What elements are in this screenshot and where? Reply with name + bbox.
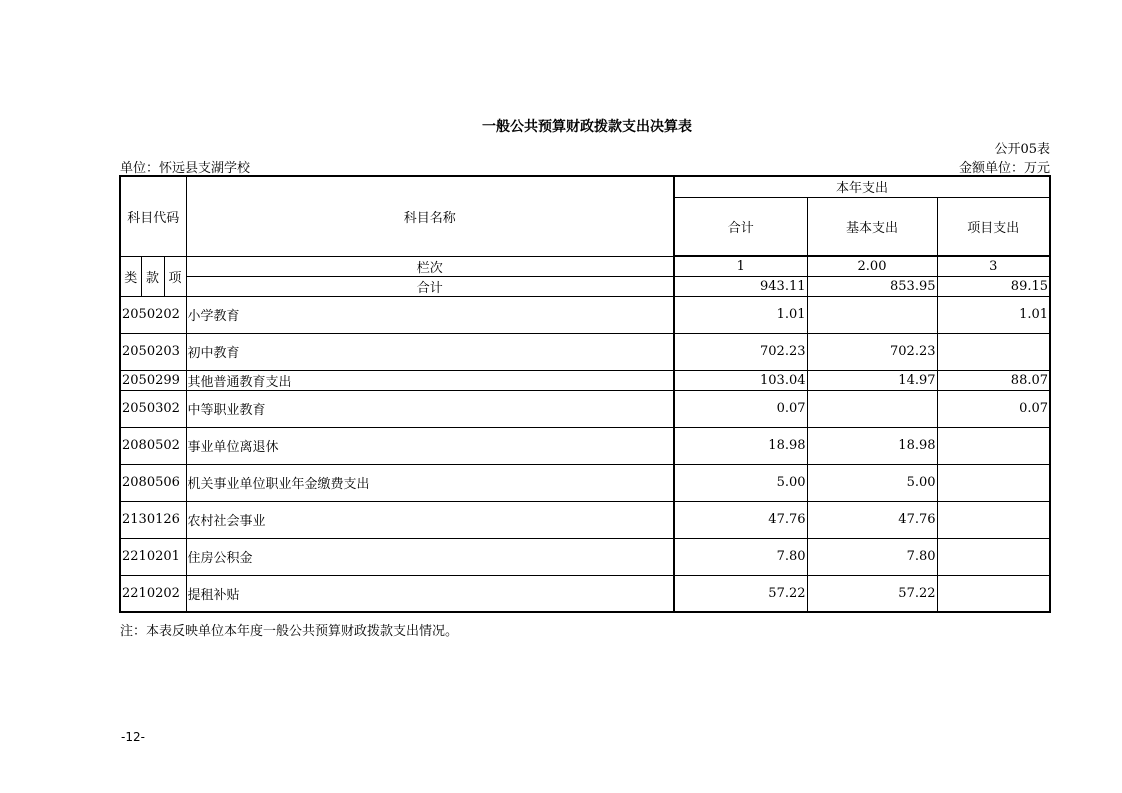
lanci-1: 1 [674,256,807,276]
row-project [937,575,1050,612]
sum-row [120,276,1050,296]
table-row [120,538,1050,575]
row-project: 1.01 [937,296,1050,333]
table-row [120,390,1050,427]
sum-label: 合计 [186,276,674,296]
row-code: 2050203 [120,333,186,370]
row-basic [807,390,937,427]
row-basic: 7.80 [807,538,937,575]
row-total: 0.07 [674,390,807,427]
total-col-header: 合计 [674,197,807,255]
amount-unit-label: 金额单位：万元 [958,161,1050,176]
row-code: 2050299 [120,370,186,390]
row-total: 5.00 [674,464,807,501]
row-name: 初中教育 [186,333,674,370]
row-basic: 18.98 [807,427,937,464]
lanci-row [120,256,1050,276]
row-project [937,538,1050,575]
header-row-1 [120,176,1050,197]
row-basic: 14.97 [807,370,937,390]
table-note: 注：本表反映单位本年度一般公共预算财政拨款支出情况。 [120,624,459,639]
page-title: 一般公共预算财政拨款支出决算表 [482,119,692,135]
table-row [120,464,1050,501]
row-name: 中等职业教育 [186,390,674,427]
basic-col-header: 基本支出 [807,197,937,255]
row-basic: 47.76 [807,501,937,538]
row-project [937,501,1050,538]
lei-header: 类 [120,256,141,296]
row-name: 其他普通教育支出 [186,370,674,390]
row-basic: 702.23 [807,333,937,370]
row-total: 1.01 [674,296,807,333]
unit-label: 单位：怀远县支湖学校 [120,161,251,176]
form-number: 公开05表 [994,142,1050,157]
row-name: 提租补贴 [186,575,674,612]
row-project [937,427,1050,464]
row-project: 88.07 [937,370,1050,390]
row-project [937,464,1050,501]
row-total: 702.23 [674,333,807,370]
row-project [937,333,1050,370]
row-code: 2080506 [120,464,186,501]
name-header: 科目名称 [186,176,674,256]
row-code: 2210201 [120,538,186,575]
row-total: 57.22 [674,575,807,612]
table-row [120,427,1050,464]
lanci-3: 3 [937,256,1050,276]
row-code: 2210202 [120,575,186,612]
project-col-header: 项目支出 [937,197,1050,255]
row-total: 7.80 [674,538,807,575]
row-name: 农村社会事业 [186,501,674,538]
table-row [120,575,1050,612]
row-code: 2050202 [120,296,186,333]
row-name: 事业单位离退休 [186,427,674,464]
table-row [120,370,1050,390]
row-name: 小学教育 [186,296,674,333]
row-code: 2080502 [120,427,186,464]
sum-total: 943.11 [674,276,807,296]
page-number: -12- [121,730,145,744]
row-total: 47.76 [674,501,807,538]
row-basic: 57.22 [807,575,937,612]
table-row [120,501,1050,538]
row-total: 103.04 [674,370,807,390]
table-row [120,333,1050,370]
code-header: 科目代码 [120,176,186,256]
lanci-2: 2.00 [807,256,937,276]
row-code: 2130126 [120,501,186,538]
row-total: 18.98 [674,427,807,464]
sum-project: 89.15 [937,276,1050,296]
row-basic [807,296,937,333]
year-expenditure-header: 本年支出 [674,176,1050,197]
sum-basic: 853.95 [807,276,937,296]
row-basic: 5.00 [807,464,937,501]
row-name: 机关事业单位职业年金缴费支出 [186,464,674,501]
expenditure-table [119,175,1051,613]
row-project: 0.07 [937,390,1050,427]
table-row [120,296,1050,333]
row-name: 住房公积金 [186,538,674,575]
lanci-label: 栏次 [186,256,674,276]
row-code: 2050302 [120,390,186,427]
xiang-header: 项 [164,256,186,296]
kuan-header: 款 [141,256,164,296]
